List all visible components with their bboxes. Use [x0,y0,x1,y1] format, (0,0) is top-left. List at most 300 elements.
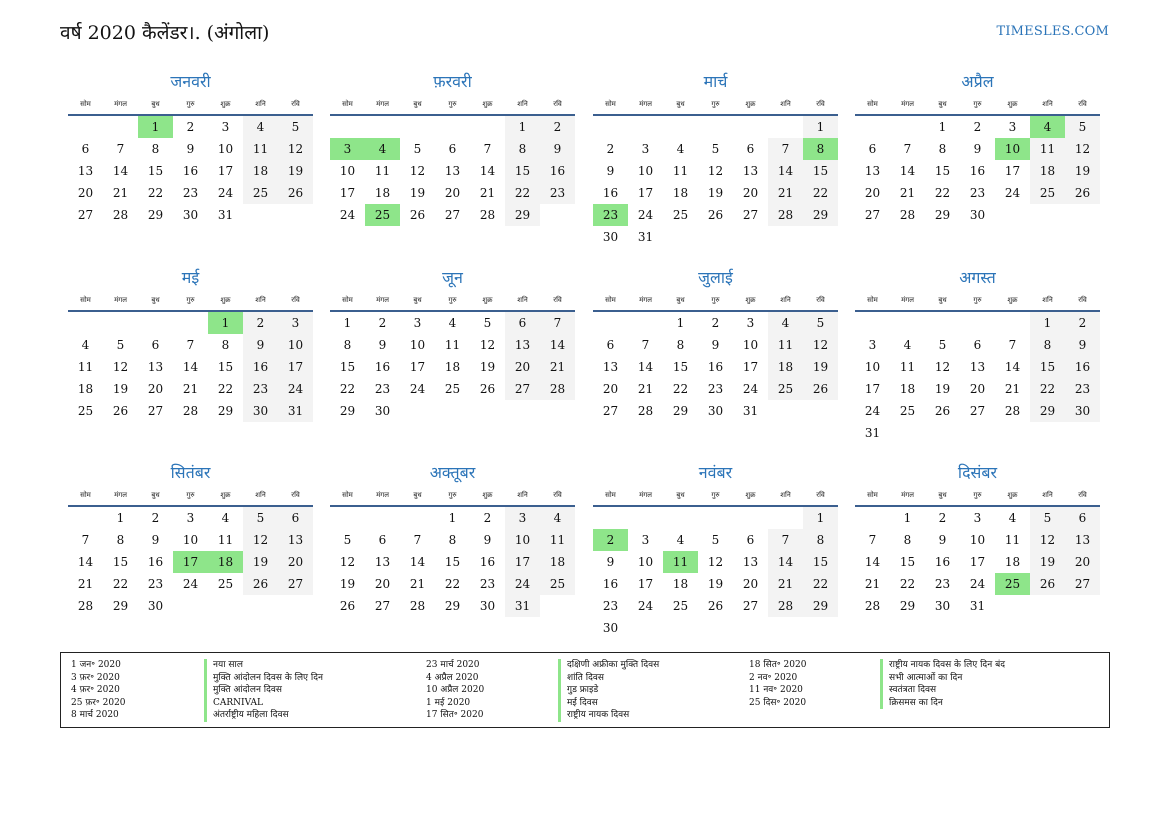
day-cell[interactable]: 5 [803,312,838,334]
day-cell[interactable]: 29 [803,204,838,226]
day-cell[interactable]: 3 [186,511,195,525]
day-cell[interactable]: 5 [1065,116,1100,138]
day-cell[interactable]: 8 [938,142,947,156]
day-cell[interactable]: 20 [505,356,540,378]
day-cell[interactable]: 18 [540,551,575,573]
day-cell[interactable]: 21 [540,356,575,378]
day-cell[interactable]: 10 [182,533,199,547]
day-cell[interactable]: 8 [448,533,457,547]
day-cell[interactable]: 7 [641,338,650,352]
day-cell[interactable]: 19 [1030,551,1065,573]
day-cell[interactable]: 28 [864,599,881,613]
day-cell[interactable]: 6 [151,338,160,352]
day-cell[interactable]: 12 [803,334,838,356]
day-cell[interactable]: 5 [938,338,947,352]
day-cell[interactable]: 26 [803,378,838,400]
day-cell[interactable]: 1 [803,507,838,529]
day-cell[interactable]: 8 [803,529,838,551]
day-cell[interactable]: 16 [707,360,724,374]
day-cell[interactable]: 25 [672,599,689,613]
day-cell[interactable]: 1 [448,511,457,525]
day-cell[interactable]: 4 [243,116,278,138]
day-cell[interactable]: 13 [505,334,540,356]
day-cell[interactable]: 21 [112,186,129,200]
day-cell[interactable]: 10 [864,360,881,374]
day-cell[interactable]: 11 [77,360,94,374]
holiday-day-cell[interactable]: 8 [803,138,838,160]
day-cell[interactable]: 19 [707,186,724,200]
holiday-day-cell[interactable]: 11 [663,551,698,573]
holiday-day-cell[interactable]: 4 [365,138,400,160]
day-cell[interactable]: 7 [1008,338,1017,352]
day-cell[interactable]: 18 [374,186,391,200]
day-cell[interactable]: 26 [409,208,426,222]
day-cell[interactable]: 8 [151,142,160,156]
day-cell[interactable]: 28 [479,208,496,222]
day-cell[interactable]: 7 [483,142,492,156]
day-cell[interactable]: 27 [602,404,619,418]
day-cell[interactable]: 31 [864,426,881,440]
day-cell[interactable]: 26 [707,208,724,222]
day-cell[interactable]: 28 [768,204,803,226]
day-cell[interactable]: 20 [1065,551,1100,573]
day-cell[interactable]: 19 [112,382,129,396]
day-cell[interactable]: 3 [868,338,877,352]
day-cell[interactable]: 7 [186,338,195,352]
day-cell[interactable]: 28 [899,208,916,222]
day-cell[interactable]: 22 [803,573,838,595]
day-cell[interactable]: 18 [1004,555,1021,569]
holiday-day-cell[interactable]: 1 [138,116,173,138]
day-cell[interactable]: 15 [339,360,356,374]
day-cell[interactable]: 16 [374,360,391,374]
day-cell[interactable]: 21 [479,186,496,200]
day-cell[interactable]: 10 [505,529,540,551]
day-cell[interactable]: 28 [112,208,129,222]
day-cell[interactable]: 11 [444,338,461,352]
day-cell[interactable]: 5 [483,316,492,330]
day-cell[interactable]: 12 [339,555,356,569]
day-cell[interactable]: 24 [182,577,199,591]
day-cell[interactable]: 24 [409,382,426,396]
day-cell[interactable]: 23 [540,182,575,204]
day-cell[interactable]: 25 [1030,182,1065,204]
day-cell[interactable]: 11 [540,529,575,551]
day-cell[interactable]: 25 [243,182,278,204]
day-cell[interactable]: 31 [217,208,234,222]
day-cell[interactable]: 25 [217,577,234,591]
day-cell[interactable]: 27 [864,208,881,222]
day-cell[interactable]: 1 [505,116,540,138]
day-cell[interactable]: 17 [217,164,234,178]
day-cell[interactable]: 26 [479,382,496,396]
day-cell[interactable]: 29 [339,404,356,418]
day-cell[interactable]: 2 [378,316,387,330]
day-cell[interactable]: 12 [409,164,426,178]
day-cell[interactable]: 20 [147,382,164,396]
day-cell[interactable]: 14 [1004,360,1021,374]
day-cell[interactable]: 22 [339,382,356,396]
day-cell[interactable]: 6 [448,142,457,156]
day-cell[interactable]: 25 [540,573,575,595]
day-cell[interactable]: 29 [803,595,838,617]
holiday-day-cell[interactable]: 2 [593,529,628,551]
day-cell[interactable]: 18 [672,186,689,200]
day-cell[interactable]: 23 [707,382,724,396]
day-cell[interactable]: 2 [938,511,947,525]
day-cell[interactable]: 12 [112,360,129,374]
day-cell[interactable]: 7 [540,312,575,334]
day-cell[interactable]: 5 [1030,507,1065,529]
day-cell[interactable]: 31 [637,230,654,244]
day-cell[interactable]: 21 [1004,382,1021,396]
holiday-day-cell[interactable]: 1 [208,312,243,334]
day-cell[interactable]: 15 [672,360,689,374]
day-cell[interactable]: 14 [112,164,129,178]
day-cell[interactable]: 4 [448,316,457,330]
day-cell[interactable]: 14 [768,160,803,182]
day-cell[interactable]: 22 [899,577,916,591]
day-cell[interactable]: 10 [637,555,654,569]
day-cell[interactable]: 16 [602,186,619,200]
day-cell[interactable]: 26 [339,599,356,613]
day-cell[interactable]: 17 [969,555,986,569]
day-cell[interactable]: 18 [672,577,689,591]
day-cell[interactable]: 9 [711,338,720,352]
day-cell[interactable]: 15 [112,555,129,569]
day-cell[interactable]: 14 [637,360,654,374]
day-cell[interactable]: 22 [1030,378,1065,400]
day-cell[interactable]: 7 [768,529,803,551]
day-cell[interactable]: 12 [479,338,496,352]
day-cell[interactable]: 18 [768,356,803,378]
day-cell[interactable]: 20 [969,382,986,396]
day-cell[interactable]: 16 [934,555,951,569]
day-cell[interactable]: 19 [1065,160,1100,182]
day-cell[interactable]: 20 [77,186,94,200]
day-cell[interactable]: 13 [444,164,461,178]
day-cell[interactable]: 17 [864,382,881,396]
day-cell[interactable]: 2 [151,511,160,525]
day-cell[interactable]: 11 [899,360,916,374]
day-cell[interactable]: 15 [934,164,951,178]
day-cell[interactable]: 2 [711,316,720,330]
day-cell[interactable]: 23 [479,577,496,591]
day-cell[interactable]: 3 [641,533,650,547]
day-cell[interactable]: 27 [1065,573,1100,595]
day-cell[interactable]: 6 [746,533,755,547]
day-cell[interactable]: 2 [606,142,615,156]
day-cell[interactable]: 29 [672,404,689,418]
day-cell[interactable]: 1 [116,511,125,525]
day-cell[interactable]: 6 [81,142,90,156]
day-cell[interactable]: 7 [413,533,422,547]
day-cell[interactable]: 11 [672,164,689,178]
day-cell[interactable]: 13 [742,164,759,178]
day-cell[interactable]: 7 [768,138,803,160]
day-cell[interactable]: 27 [742,599,759,613]
day-cell[interactable]: 23 [602,599,619,613]
day-cell[interactable]: 13 [742,555,759,569]
day-cell[interactable]: 30 [479,599,496,613]
day-cell[interactable]: 17 [409,360,426,374]
day-cell[interactable]: 28 [1004,404,1021,418]
day-cell[interactable]: 10 [339,164,356,178]
day-cell[interactable]: 4 [1008,511,1017,525]
day-cell[interactable]: 19 [934,382,951,396]
day-cell[interactable]: 2 [973,120,982,134]
day-cell[interactable]: 4 [903,338,912,352]
day-cell[interactable]: 19 [803,356,838,378]
day-cell[interactable]: 14 [77,555,94,569]
day-cell[interactable]: 25 [899,404,916,418]
day-cell[interactable]: 19 [243,551,278,573]
day-cell[interactable]: 7 [868,533,877,547]
day-cell[interactable]: 3 [221,120,230,134]
holiday-day-cell[interactable]: 25 [995,573,1030,595]
day-cell[interactable]: 18 [1030,160,1065,182]
day-cell[interactable]: 30 [969,208,986,222]
day-cell[interactable]: 13 [278,529,313,551]
day-cell[interactable]: 7 [116,142,125,156]
day-cell[interactable]: 9 [606,164,615,178]
day-cell[interactable]: 10 [637,164,654,178]
day-cell[interactable]: 21 [637,382,654,396]
day-cell[interactable]: 14 [864,555,881,569]
day-cell[interactable]: 28 [409,599,426,613]
day-cell[interactable]: 13 [602,360,619,374]
day-cell[interactable]: 11 [374,164,391,178]
day-cell[interactable]: 20 [742,577,759,591]
day-cell[interactable]: 26 [934,404,951,418]
day-cell[interactable]: 3 [413,316,422,330]
day-cell[interactable]: 11 [1004,533,1021,547]
day-cell[interactable]: 26 [1030,573,1065,595]
day-cell[interactable]: 17 [637,577,654,591]
day-cell[interactable]: 29 [934,208,951,222]
day-cell[interactable]: 24 [969,577,986,591]
day-cell[interactable]: 23 [934,577,951,591]
day-cell[interactable]: 30 [182,208,199,222]
day-cell[interactable]: 5 [413,142,422,156]
day-cell[interactable]: 2 [483,511,492,525]
day-cell[interactable]: 4 [768,312,803,334]
day-cell[interactable]: 31 [969,599,986,613]
day-cell[interactable]: 9 [938,533,947,547]
day-cell[interactable]: 1 [343,316,352,330]
day-cell[interactable]: 4 [676,142,685,156]
day-cell[interactable]: 28 [77,599,94,613]
day-cell[interactable]: 6 [606,338,615,352]
day-cell[interactable]: 12 [1065,138,1100,160]
day-cell[interactable]: 11 [217,533,234,547]
day-cell[interactable]: 8 [903,533,912,547]
day-cell[interactable]: 26 [278,182,313,204]
day-cell[interactable]: 21 [768,573,803,595]
day-cell[interactable]: 14 [479,164,496,178]
day-cell[interactable]: 15 [803,160,838,182]
day-cell[interactable]: 25 [768,378,803,400]
holiday-day-cell[interactable]: 25 [365,204,400,226]
day-cell[interactable]: 18 [444,360,461,374]
day-cell[interactable]: 11 [1030,138,1065,160]
day-cell[interactable]: 21 [864,577,881,591]
day-cell[interactable]: 22 [803,182,838,204]
day-cell[interactable]: 9 [1065,334,1100,356]
day-cell[interactable]: 9 [606,555,615,569]
day-cell[interactable]: 6 [1065,507,1100,529]
day-cell[interactable]: 18 [77,382,94,396]
day-cell[interactable]: 23 [969,186,986,200]
day-cell[interactable]: 2 [243,312,278,334]
day-cell[interactable]: 2 [1065,312,1100,334]
holiday-day-cell[interactable]: 17 [173,551,208,573]
day-cell[interactable]: 10 [969,533,986,547]
day-cell[interactable]: 29 [112,599,129,613]
day-cell[interactable]: 29 [217,404,234,418]
day-cell[interactable]: 16 [1065,356,1100,378]
day-cell[interactable]: 12 [707,164,724,178]
day-cell[interactable]: 27 [147,404,164,418]
day-cell[interactable]: 6 [746,142,755,156]
day-cell[interactable]: 13 [1065,529,1100,551]
day-cell[interactable]: 4 [540,507,575,529]
day-cell[interactable]: 20 [278,551,313,573]
day-cell[interactable]: 20 [864,186,881,200]
day-cell[interactable]: 16 [540,160,575,182]
day-cell[interactable]: 25 [672,208,689,222]
day-cell[interactable]: 30 [147,599,164,613]
day-cell[interactable]: 16 [969,164,986,178]
day-cell[interactable]: 26 [707,599,724,613]
day-cell[interactable]: 3 [505,507,540,529]
day-cell[interactable]: 17 [505,551,540,573]
day-cell[interactable]: 16 [479,555,496,569]
day-cell[interactable]: 22 [444,577,461,591]
day-cell[interactable]: 5 [278,116,313,138]
day-cell[interactable]: 19 [278,160,313,182]
day-cell[interactable]: 29 [505,204,540,226]
day-cell[interactable]: 6 [868,142,877,156]
day-cell[interactable]: 25 [77,404,94,418]
day-cell[interactable]: 15 [217,360,234,374]
day-cell[interactable]: 3 [641,142,650,156]
day-cell[interactable]: 9 [973,142,982,156]
day-cell[interactable]: 7 [81,533,90,547]
day-cell[interactable]: 15 [803,551,838,573]
day-cell[interactable]: 20 [602,382,619,396]
day-cell[interactable]: 8 [505,138,540,160]
day-cell[interactable]: 24 [637,599,654,613]
holiday-day-cell[interactable]: 23 [593,204,628,226]
day-cell[interactable]: 8 [116,533,125,547]
day-cell[interactable]: 28 [637,404,654,418]
holiday-day-cell[interactable]: 4 [1030,116,1065,138]
day-cell[interactable]: 9 [243,334,278,356]
day-cell[interactable]: 3 [1008,120,1017,134]
day-cell[interactable]: 24 [278,378,313,400]
day-cell[interactable]: 18 [243,160,278,182]
day-cell[interactable]: 22 [505,182,540,204]
day-cell[interactable]: 19 [409,186,426,200]
day-cell[interactable]: 17 [637,186,654,200]
day-cell[interactable]: 21 [899,186,916,200]
day-cell[interactable]: 14 [182,360,199,374]
day-cell[interactable]: 15 [444,555,461,569]
day-cell[interactable]: 22 [112,577,129,591]
day-cell[interactable]: 5 [343,533,352,547]
day-cell[interactable]: 27 [374,599,391,613]
day-cell[interactable]: 30 [374,404,391,418]
day-cell[interactable]: 4 [81,338,90,352]
day-cell[interactable]: 17 [742,360,759,374]
day-cell[interactable]: 16 [243,356,278,378]
day-cell[interactable]: 21 [77,577,94,591]
day-cell[interactable]: 3 [973,511,982,525]
day-cell[interactable]: 25 [444,382,461,396]
day-cell[interactable]: 24 [339,208,356,222]
day-cell[interactable]: 7 [903,142,912,156]
day-cell[interactable]: 4 [221,511,230,525]
day-cell[interactable]: 20 [444,186,461,200]
day-cell[interactable]: 9 [151,533,160,547]
day-cell[interactable]: 22 [217,382,234,396]
day-cell[interactable]: 29 [899,599,916,613]
day-cell[interactable]: 23 [243,378,278,400]
day-cell[interactable]: 16 [147,555,164,569]
day-cell[interactable]: 24 [864,404,881,418]
day-cell[interactable]: 5 [711,533,720,547]
day-cell[interactable]: 24 [217,186,234,200]
day-cell[interactable]: 29 [444,599,461,613]
day-cell[interactable]: 26 [112,404,129,418]
site-link[interactable]: TIMESLES.COM [996,24,1109,39]
day-cell[interactable]: 8 [343,338,352,352]
day-cell[interactable]: 13 [969,360,986,374]
day-cell[interactable]: 15 [1030,356,1065,378]
day-cell[interactable]: 19 [707,577,724,591]
day-cell[interactable]: 5 [711,142,720,156]
day-cell[interactable]: 24 [742,382,759,396]
day-cell[interactable]: 27 [77,208,94,222]
day-cell[interactable]: 12 [278,138,313,160]
day-cell[interactable]: 2 [540,116,575,138]
day-cell[interactable]: 20 [374,577,391,591]
day-cell[interactable]: 23 [374,382,391,396]
day-cell[interactable]: 13 [147,360,164,374]
day-cell[interactable]: 23 [1065,378,1100,400]
day-cell[interactable]: 29 [1030,400,1065,422]
day-cell[interactable]: 21 [768,182,803,204]
day-cell[interactable]: 28 [768,595,803,617]
holiday-day-cell[interactable]: 10 [995,138,1030,160]
day-cell[interactable]: 27 [969,404,986,418]
day-cell[interactable]: 15 [505,160,540,182]
day-cell[interactable]: 8 [221,338,230,352]
day-cell[interactable]: 11 [243,138,278,160]
day-cell[interactable]: 12 [707,555,724,569]
day-cell[interactable]: 30 [243,400,278,422]
day-cell[interactable]: 23 [182,186,199,200]
day-cell[interactable]: 17 [278,356,313,378]
day-cell[interactable]: 16 [602,577,619,591]
day-cell[interactable]: 27 [278,573,313,595]
day-cell[interactable]: 18 [899,382,916,396]
day-cell[interactable]: 10 [409,338,426,352]
day-cell[interactable]: 13 [374,555,391,569]
day-cell[interactable]: 12 [243,529,278,551]
day-cell[interactable]: 19 [479,360,496,374]
